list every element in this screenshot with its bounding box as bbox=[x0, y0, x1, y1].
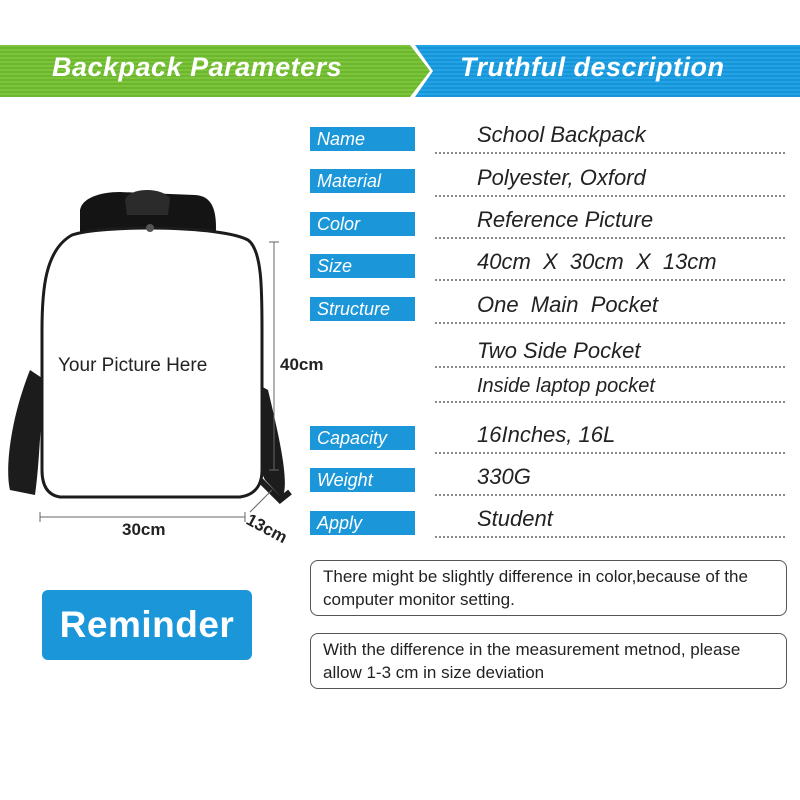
row-divider bbox=[435, 452, 785, 454]
reminder-note-measurement: With the difference in the measurement metnod, please allow 1-3 cm in size deviation bbox=[310, 633, 787, 689]
param-label-size: Size bbox=[310, 254, 415, 278]
param-label-apply: Apply bbox=[310, 511, 415, 535]
param-label-material: Material bbox=[310, 169, 415, 193]
backpack-parameters-title: Backpack Parameters bbox=[52, 52, 343, 82]
row-divider bbox=[435, 494, 785, 496]
reminder-badge: Reminder bbox=[42, 590, 252, 660]
param-label-weight: Weight bbox=[310, 468, 415, 492]
param-label-name: Name bbox=[310, 127, 415, 151]
param-value-name: School Backpack bbox=[477, 122, 646, 147]
param-value-size: 40cm X 30cm X 13cm bbox=[477, 249, 717, 274]
row-divider bbox=[435, 366, 785, 368]
param-value-capacity: 16Inches, 16L bbox=[477, 422, 616, 447]
param-label-color: Color bbox=[310, 212, 415, 236]
param-value-structure: One Main Pocket bbox=[477, 292, 658, 317]
row-divider bbox=[435, 279, 785, 281]
row-divider bbox=[435, 401, 785, 403]
height-dimension-label: 40cm bbox=[280, 355, 324, 374]
row-divider bbox=[435, 536, 785, 538]
row-divider bbox=[435, 195, 785, 197]
param-value-material: Polyester, Oxford bbox=[477, 165, 646, 190]
param-value-side-pocket: Two Side Pocket bbox=[477, 338, 641, 363]
truthful-description-title: Truthful description bbox=[460, 52, 725, 82]
param-value-weight: 330G bbox=[477, 464, 531, 489]
param-value-color: Reference Picture bbox=[477, 207, 654, 232]
row-divider bbox=[435, 152, 785, 154]
picture-placeholder-text: Your Picture Here bbox=[58, 355, 208, 376]
param-label-structure: Structure bbox=[310, 297, 415, 321]
reminder-note-color: There might be slightly difference in color,because of the computer monitor setting. bbox=[310, 560, 787, 616]
row-divider bbox=[435, 322, 785, 324]
depth-dimension-label: 13cm bbox=[243, 510, 291, 548]
param-label-capacity: Capacity bbox=[310, 426, 415, 450]
width-dimension-label: 30cm bbox=[122, 520, 166, 539]
param-value-laptop-pocket: Inside laptop pocket bbox=[477, 375, 655, 397]
param-value-apply: Student bbox=[477, 506, 553, 531]
row-divider bbox=[435, 237, 785, 239]
